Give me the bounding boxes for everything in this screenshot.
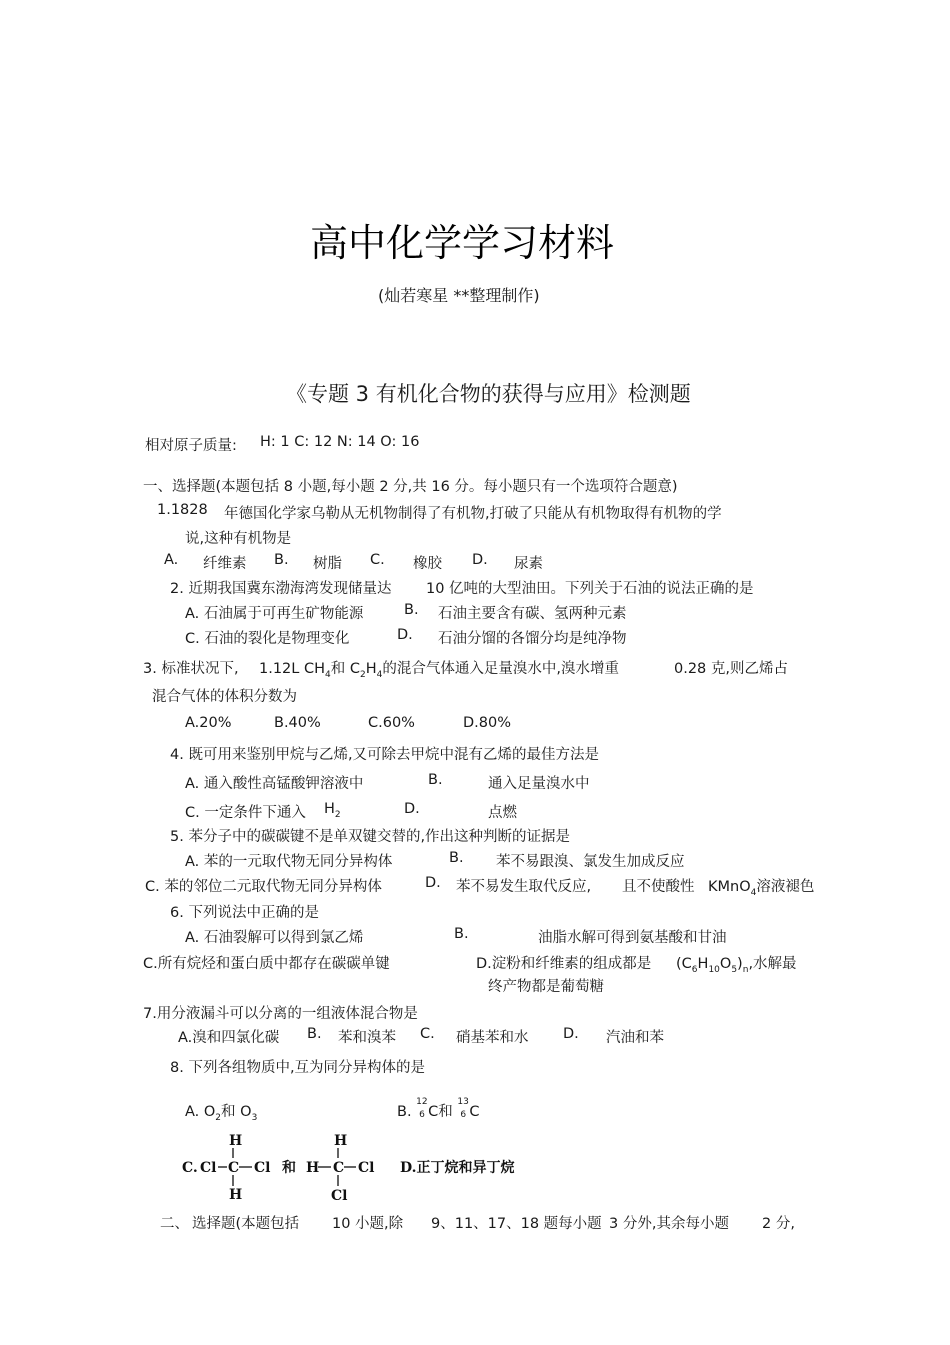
q1-option-c: 橡胶 [413, 556, 442, 572]
q6-option-d-line2: 终产物都是葡萄糖 [488, 979, 604, 995]
q8-struct2-cl-bottom: Cl [331, 1188, 348, 1204]
q3-stem-line2: 混合气体的体积分数为 [152, 689, 297, 705]
q8-struct1-c: C [228, 1160, 240, 1176]
atomic-mass-label: 相对原子质量: [145, 438, 237, 454]
q6-option-d-formula: $(C_6H_{10}O_5)_n$,水解最 [676, 956, 797, 975]
q2-stem-b: 10 亿吨的大型油田。下列关于石油的说法正确的是 [426, 581, 754, 597]
q7-option-a: A.溴和四氯化碳 [178, 1030, 280, 1046]
q2-option-a: A. 石油属于可再生矿物能源 [185, 606, 364, 622]
section2-heading-f: 2 分, [762, 1216, 795, 1232]
q7-option-label-b: B. [307, 1026, 322, 1042]
q2-option-c: C. 石油的裂化是物理变化 [185, 631, 350, 647]
q5-option-d: 苯不易发生取代反应, [456, 879, 592, 895]
q6-option-b: 油脂水解可得到氨基酸和甘油 [538, 930, 727, 946]
q2-option-d: 石油分馏的各馏分均是纯净物 [438, 631, 627, 647]
q5-option-b: 苯不易跟溴、氯发生加成反应 [496, 854, 685, 870]
exam-title: 《专题 3 有机化合物的获得与应用》检测题 [286, 382, 691, 406]
q8-c-label: C. [182, 1160, 198, 1176]
q2-option-label-d: D. [397, 627, 413, 643]
q7-option-label-d: D. [563, 1026, 579, 1042]
q1-stem: 年德国化学家乌勒从无机物制得了有机物,打破了只能从有机物取得有机物的学 [224, 506, 722, 522]
page-title: 高中化学学习材料 [310, 221, 615, 265]
q8-struct2-cl-right: Cl [358, 1160, 375, 1176]
q5-option-d-cont: 且不使酸性 [622, 879, 695, 895]
q7-option-label-c: C. [420, 1026, 435, 1042]
q3-option-d: D.80% [463, 715, 512, 731]
q7-option-d: 汽油和苯 [606, 1030, 664, 1046]
q1-option-a: 纤维素 [203, 556, 247, 572]
q8-option-a: A. $O_2$和 $O_3$ [185, 1104, 258, 1123]
section2-heading-c: 10 小题,除 [332, 1216, 404, 1232]
q2-option-label-b: B. [404, 602, 419, 618]
q5-option-d-formula: KMnO$_4$溶液褪色 [708, 879, 815, 898]
q8-struct2-h-top: H [334, 1133, 348, 1149]
q4-option-a: A. 通入酸性高锰酸钾溶液中 [185, 776, 364, 792]
q8-option-d: D.正丁烷和异丁烷 [400, 1160, 515, 1176]
q3-option-a: A.20% [185, 715, 232, 731]
q4-stem: 4. 既可用来鉴别甲烷与乙烯,又可除去甲烷中混有乙烯的最佳方法是 [170, 747, 600, 763]
section2-heading-b: 选择题(本题包括 [192, 1216, 300, 1232]
q8-struct1-cl-right: Cl [254, 1160, 271, 1176]
q4-option-label-b: B. [428, 772, 443, 788]
q1-option-label-c: C. [370, 552, 385, 568]
q8-c-and: 和 [282, 1160, 296, 1176]
q3-option-b: B.40% [274, 715, 321, 731]
section1-heading: 一、选择题(本题包括 8 小题,每小题 2 分,共 16 分。每小题只有一个选项符合题意) [143, 479, 678, 495]
q1-option-label-a: A. [164, 552, 179, 568]
q4-option-c-formula: $H_2$ [324, 801, 341, 820]
q4-option-c: C. 一定条件下通入 [185, 805, 306, 821]
q8-struct2-c: C [333, 1160, 345, 1176]
section2-heading-a: 二、 [160, 1216, 189, 1232]
q4-option-b: 通入足量溴水中 [488, 776, 590, 792]
q5-option-label-d: D. [425, 875, 441, 891]
q8-option-b: B. 12 6 C和 13 6 C [397, 1097, 480, 1120]
q4-option-d: 点燃 [488, 805, 517, 821]
q1-option-label-d: D. [472, 552, 488, 568]
q6-option-label-b: B. [454, 926, 469, 942]
q7-stem: 7.用分液漏斗可以分离的一组液体混合物是 [143, 1006, 418, 1022]
q8-stem: 8. 下列各组物质中,互为同分异构体的是 [170, 1060, 426, 1076]
q3-option-c: C.60% [368, 715, 415, 731]
q8-struct1-cl-left: Cl [200, 1160, 217, 1176]
q3-stem-formula: 1.12L $CH_4$和 $C_2H_4$的混合气体通入足量溴水中,溴水增重 [259, 661, 619, 680]
q5-stem: 5. 苯分子中的碳碳键不是单双键交替的,作出这种判断的证据是 [170, 829, 571, 845]
q2-stem-a: 2. 近期我国冀东渤海湾发现储量达 [170, 581, 392, 597]
q1-option-d: 尿素 [514, 556, 543, 572]
q7-option-b: 苯和溴苯 [338, 1030, 396, 1046]
section2-heading-d: 9、11、17、18 题每小题 [431, 1216, 602, 1232]
q4-option-label-d: D. [404, 801, 420, 817]
q1-number: 1.1828 [157, 502, 208, 518]
q8-struct1-h-bottom: H [229, 1187, 243, 1203]
q1-option-label-b: B. [274, 552, 289, 568]
q8-struct2-h-left: H [306, 1160, 320, 1176]
q6-option-c: C.所有烷烃和蛋白质中都存在碳碳单键 [143, 956, 390, 972]
q5-option-label-b: B. [449, 850, 464, 866]
q5-option-a: A. 苯的一元取代物无同分异构体 [185, 854, 393, 870]
q6-option-a: A. 石油裂解可以得到氯乙烯 [185, 930, 364, 946]
q5-option-c: C. 苯的邻位二元取代物无同分异构体 [145, 879, 382, 895]
atomic-mass-values: H: 1 C: 12 N: 14 O: 16 [260, 434, 420, 450]
page-subtitle: (灿若寒星 **整理制作) [378, 286, 540, 305]
q8-option-c-structures [178, 1130, 578, 1205]
q6-option-d: D.淀粉和纤维素的组成都是 [476, 956, 652, 972]
q3-stem-f: 0.28 克,则乙烯占 [674, 661, 789, 677]
section2-heading-e: 3 分外,其余每小题 [609, 1216, 729, 1232]
q8-struct1-h-top: H [229, 1133, 243, 1149]
q3-stem-a: 3. 标准状况下, [143, 661, 239, 677]
q6-stem: 6. 下列说法中正确的是 [170, 905, 319, 921]
q2-option-b: 石油主要含有碳、氢两种元素 [438, 606, 627, 622]
q1-stem-line2: 说,这种有机物是 [185, 531, 292, 547]
q7-option-c: 硝基苯和水 [456, 1030, 529, 1046]
q1-option-b: 树脂 [313, 556, 342, 572]
